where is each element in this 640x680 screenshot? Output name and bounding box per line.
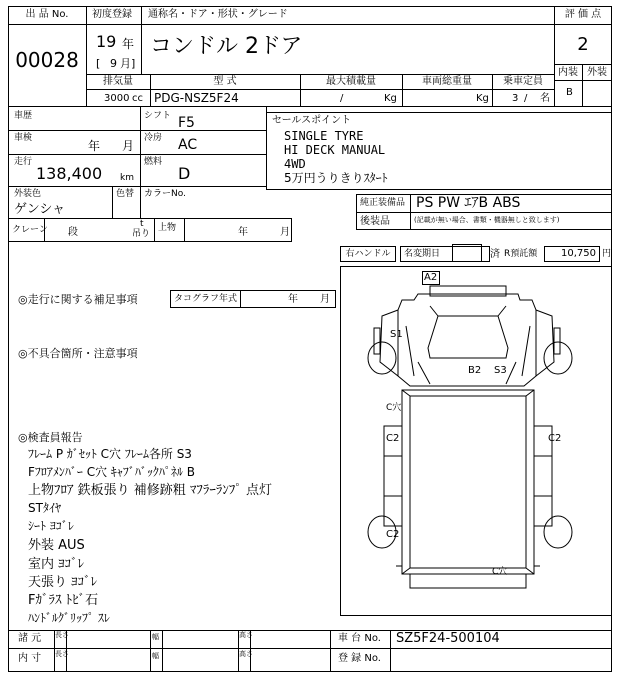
width-label: 幅 <box>152 652 159 660</box>
damage-mark: C穴 <box>492 567 508 577</box>
fuel-label: 燃料 <box>144 157 163 167</box>
color-value: ゲンシャ <box>14 202 66 217</box>
dimensions-label: 諸 元 <box>18 633 42 644</box>
upper-body-label: 上物 <box>158 223 177 233</box>
left-door <box>380 310 398 376</box>
length-label: 長さ <box>55 650 69 658</box>
name-change-date <box>452 244 482 262</box>
mileage-unit: km <box>120 173 134 183</box>
registration-month-open: [ <box>96 57 101 70</box>
crane-tonnage: t <box>140 219 144 229</box>
inspector-line: STﾀｲﾔ <box>28 501 61 515</box>
inspection-year: 年 <box>88 139 101 153</box>
inspection-label: 車検 <box>14 133 33 143</box>
color-number-label: カラーNo. <box>144 189 186 199</box>
max-load-value: / <box>340 93 344 104</box>
registration-year: 19 <box>96 32 117 51</box>
tachograph-label: タコグラフ年式 <box>174 294 238 304</box>
inspector-line: Fｶﾞﾗｽ ﾄﾋﾞ石 <box>28 593 99 608</box>
interior-score-label: 内装 <box>558 67 578 78</box>
damage-mark: S3 <box>494 365 507 376</box>
damage-mark: C2 <box>386 433 400 444</box>
crane-tier: 段 <box>68 227 78 238</box>
tachograph-month: 月 <box>320 294 330 305</box>
driving-notes-label: ◎走行に関する補足事項 <box>18 293 138 306</box>
name-change-label: 名変期日 <box>404 249 441 259</box>
ac-label: 冷房 <box>144 133 163 143</box>
shift-value: F5 <box>178 115 195 131</box>
registration-number-label: 登 録 No. <box>338 653 381 664</box>
length-label: 長さ <box>55 631 69 639</box>
damage-mark: C2 <box>548 433 562 444</box>
exterior-score-label: 外装 <box>587 67 607 78</box>
right-door <box>536 310 554 376</box>
front-right-wheel <box>544 342 572 374</box>
capacity-label: 乗車定員 <box>503 76 543 87</box>
capacity-separator: / <box>524 93 528 104</box>
inspector-line: ｼｰﾄ ﾖｺﾞﾚ <box>28 519 74 533</box>
ac-value: AC <box>178 137 198 153</box>
cargo-bed-inner <box>410 396 526 568</box>
model-code: PDG-NSZ5F24 <box>154 91 239 105</box>
genuine-equipment: PS PW ｴｱB ABS <box>416 195 521 211</box>
damage-mark: C2 <box>386 529 400 540</box>
chassis-number-label: 車 台 No. <box>338 633 381 644</box>
sales-point-label: セールスポイント <box>272 115 352 126</box>
upper-body-month: 月 <box>280 227 290 238</box>
rear-right-wheel <box>544 516 572 548</box>
crane-lift: 吊り <box>132 229 151 239</box>
max-load-label: 最大積載量 <box>326 76 376 87</box>
registration-month: 9 <box>110 57 117 70</box>
width-label: 幅 <box>152 633 159 641</box>
lot-number: 00028 <box>15 48 79 72</box>
interior-dimensions-label: 内 寸 <box>18 653 42 664</box>
inspector-line: 室内 ﾖｺﾞﾚ <box>28 557 85 572</box>
sales-point-line: 4WD <box>284 157 306 171</box>
cab-outline <box>398 294 536 386</box>
sales-point-line: 5万円うりきりｽﾀｰﾄ <box>284 171 388 185</box>
right-mirror <box>554 328 560 354</box>
cargo-bed <box>402 390 534 574</box>
tail-gate <box>410 574 526 588</box>
lot-label: 出 品 No. <box>25 9 69 20</box>
shift-label: シフト <box>144 111 172 121</box>
damage-mark: B2 <box>468 365 482 376</box>
height-label: 高さ <box>239 631 253 639</box>
chassis-number: SZ5F24-500104 <box>396 631 500 646</box>
recycle-unit: 円 <box>602 249 612 259</box>
upper-body-year: 年 <box>238 227 248 238</box>
vehicle-diagram <box>340 266 612 616</box>
color-change-label: 色替 <box>116 189 135 199</box>
mileage-label: 走行 <box>14 157 33 167</box>
aftermarket-label: 後装品 <box>360 216 390 227</box>
inspector-line: 外装 AUS <box>28 538 85 553</box>
inspector-line: ﾊﾝﾄﾞﾙｸﾞﾘｯﾌﾟ ｽﾚ <box>28 611 110 625</box>
inspector-line: Fﾌﾛｱﾒﾝﾊﾞｰ C穴 ｷｬﾌﾞﾊﾞｯｸﾊﾟﾈﾙ B <box>28 465 195 479</box>
recycle-amount: 10,750 <box>561 248 596 259</box>
inspector-line: 天張り ﾖｺﾞﾚ <box>28 575 98 590</box>
capacity-value: 3 <box>512 93 519 104</box>
damage-mark: A2 <box>424 272 438 283</box>
color-label: 外装色 <box>14 189 42 199</box>
history-label: 車歴 <box>14 111 33 121</box>
height-label: 高さ <box>239 650 253 658</box>
displacement-unit: cc <box>132 93 143 104</box>
inspector-report-label: ◎検査員報告 <box>18 431 83 444</box>
damage-mark: S1 <box>390 329 403 340</box>
model-label: 通称名・ドア・形状・グレード <box>148 9 288 20</box>
inspection-month: 月 <box>122 139 135 153</box>
front-left-wheel <box>368 342 396 374</box>
max-load-unit: Kg <box>384 93 397 104</box>
recycle-deposit-label: R預託額 <box>504 249 538 259</box>
damage-mark: C穴 <box>386 403 402 413</box>
score-value: 2 <box>577 34 589 55</box>
fuel-value: D <box>178 164 191 183</box>
score-label: 評 価 点 <box>564 9 602 20</box>
inspector-line: ﾌﾚｰﾑ P ｶﾞｾｯﾄ C穴 ﾌﾚｰﾑ各所 S3 <box>28 447 192 461</box>
left-mirror <box>374 328 380 354</box>
car-name: コンドル 2ドア <box>150 34 303 59</box>
gross-weight-unit: Kg <box>476 93 489 104</box>
registration-month-unit: 月] <box>120 57 136 70</box>
gross-weight-label: 車両総重量 <box>422 76 472 87</box>
tachograph-year: 年 <box>288 294 298 305</box>
interior-score: B <box>566 87 573 98</box>
registration-year-unit: 年 <box>122 37 135 51</box>
displacement-label: 排気量 <box>103 76 133 87</box>
genuine-equipment-label: 純正装備品 <box>360 198 406 208</box>
sales-point-line: SINGLE TYRE <box>284 129 364 143</box>
mileage-value: 138,400 <box>36 164 103 183</box>
first-registration-label: 初度登録 <box>92 9 132 20</box>
windshield <box>428 316 508 358</box>
displacement-value: 3000 <box>104 93 130 104</box>
inspector-line: 上物ﾌﾛｱ 鉄板張り 補修跡粗 ﾏﾌﾗｰﾗﾝﾌﾟ 点灯 <box>28 483 273 498</box>
right-hand-drive-label: 右ハンドル <box>345 249 391 259</box>
sales-point-line: HI DECK MANUAL <box>284 143 386 157</box>
aftermarket-note: (記載が無い場合、書類・機器無しと致します) <box>414 216 560 224</box>
defects-label: ◎不具合箇所・注意事項 <box>18 347 138 360</box>
capacity-unit: 名 <box>540 93 550 104</box>
model-code-label: 型 式 <box>213 76 237 87</box>
crane-label: クレーン <box>12 225 48 235</box>
recycle-done-label: 済 <box>490 249 500 260</box>
